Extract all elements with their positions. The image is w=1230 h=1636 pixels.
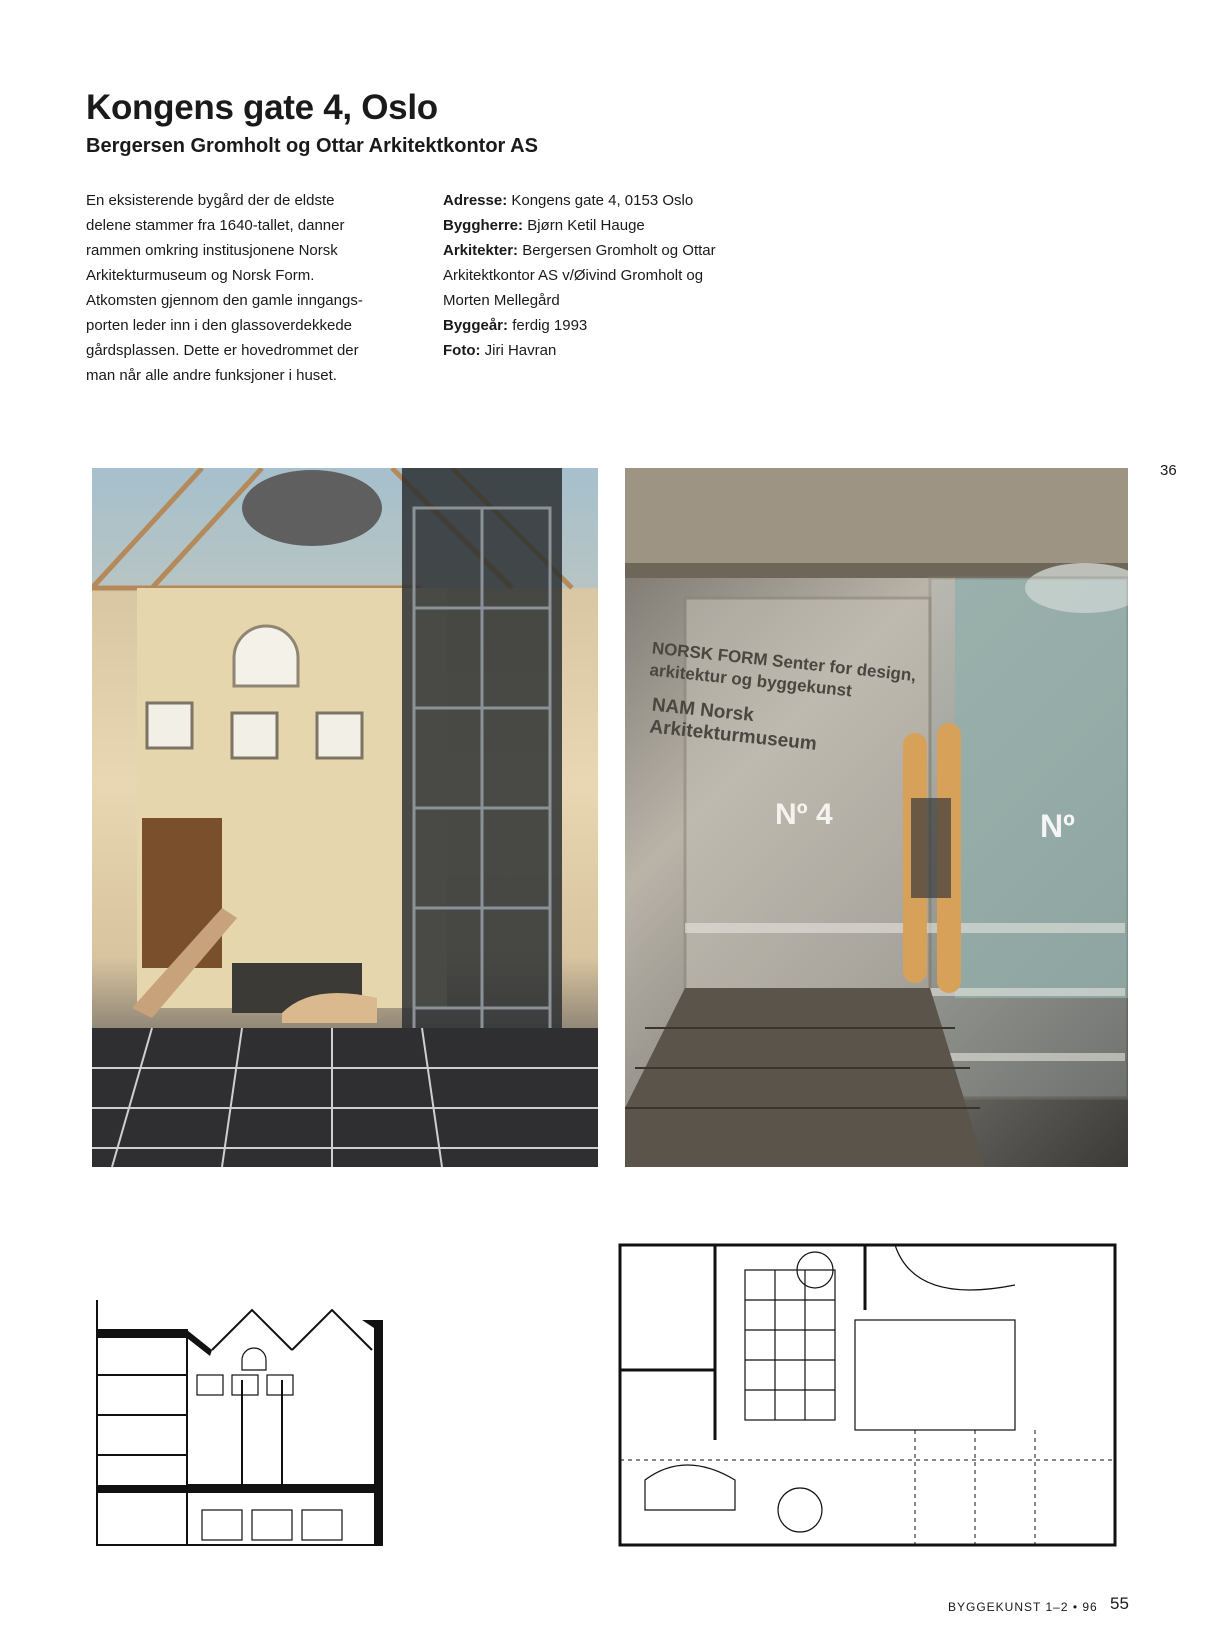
atrium-illustration — [92, 468, 598, 1167]
door-number: Nº 4 — [775, 798, 833, 831]
intro-text — [86, 188, 416, 388]
floor-plan-drawing — [615, 1240, 1125, 1552]
intro-line: man når alle andre funksjoner i huset. — [86, 367, 337, 384]
intro-line: Atkomsten gjennom den gamle inngangs- — [86, 292, 363, 309]
intro-line: En eksisterende bygård der de eldste — [86, 192, 335, 209]
photo-number: 36 — [1160, 462, 1177, 479]
architects-value: Bergersen Gromholt og Ottar — [518, 242, 716, 259]
photo-credit-value: Jiri Havran — [480, 342, 557, 359]
intro-line: gårdsplassen. Dette er hovedrommet der — [86, 342, 359, 359]
intro-line: porten leder inn i den glassoverdekkede — [86, 317, 353, 334]
architects-value: Morten Mellegård — [443, 292, 560, 309]
year-value: ferdig 1993 — [508, 317, 588, 334]
client-label: Byggherre: — [443, 217, 524, 234]
project-facts — [443, 188, 803, 363]
architects-value: Arkitektkontor AS v/Øivind Gromholt og — [443, 267, 704, 284]
photo-credit-label: Foto: — [443, 342, 481, 359]
sign-norsk-form: NORSK FORM Senter for design, arkitektur og byggekunst — [648, 638, 917, 701]
year-label: Byggeår: — [443, 317, 509, 334]
intro-line: rammen omkring institusjonene Norsk — [86, 242, 338, 259]
address-label: Adresse: — [443, 192, 508, 209]
section-drawing — [92, 1290, 392, 1550]
door-number-reflection: Nº — [1040, 808, 1075, 844]
page-number: 55 — [1110, 1594, 1129, 1613]
floor-plan-lines — [615, 1240, 1125, 1552]
address-value: Kongens gate 4, 0153 Oslo — [507, 192, 694, 209]
client-value: Bjørn Ketil Hauge — [523, 217, 645, 234]
atrium-photo — [92, 468, 598, 1167]
journal-issue: BYGGEKUNST 1–2 • 96 — [948, 1600, 1098, 1614]
intro-line: Arkitekturmuseum og Norsk Form. — [86, 267, 315, 284]
section-drawing-lines — [92, 1290, 392, 1550]
sign-norsk-arkitekturmuseum: NAM Norsk Arkitekturmuseum — [648, 694, 818, 755]
article-subtitle: Bergersen Gromholt og Ottar Arkitektkontor AS — [86, 135, 538, 157]
article-title: Kongens gate 4, Oslo — [86, 88, 438, 127]
intro-line: delene stammer fra 1640-tallet, danner — [86, 217, 345, 234]
architects-label: Arkitekter: — [443, 242, 519, 259]
entrance-photo — [625, 468, 1128, 1167]
